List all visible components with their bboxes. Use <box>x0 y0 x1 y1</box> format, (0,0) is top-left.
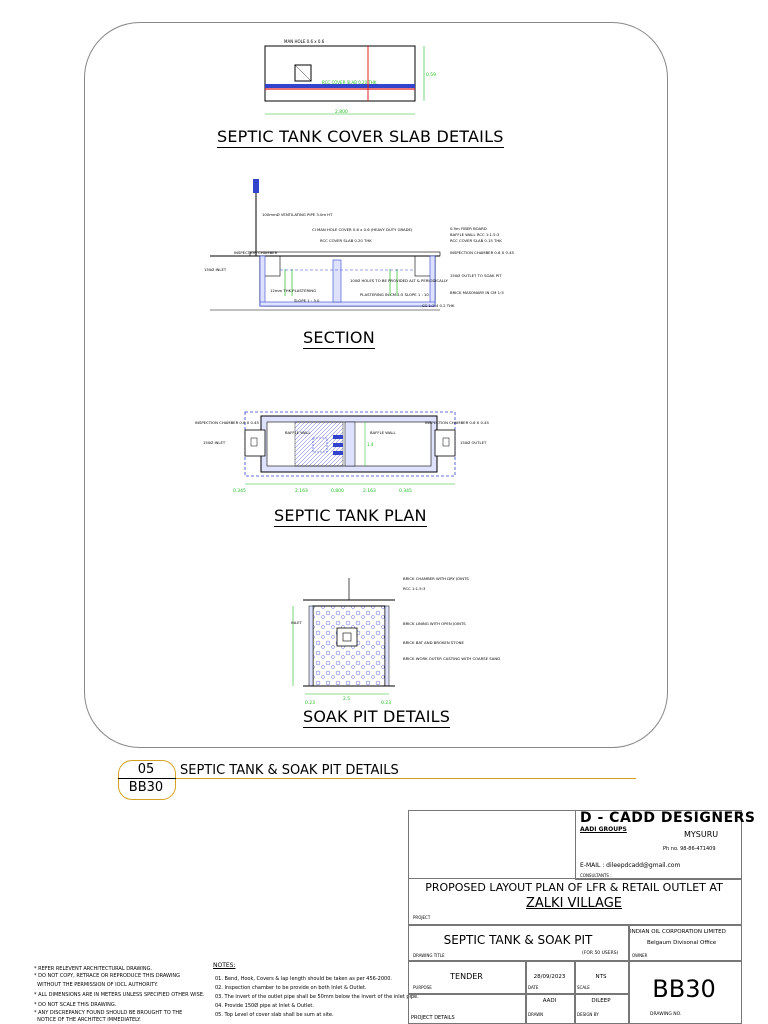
plan-baffle-right: BAFFLE WALL <box>370 430 396 435</box>
section-title: SECTION <box>303 328 375 347</box>
general-note: * DO NOT COPY, RETRACE OR REPRODUCE THIS DRAWING <box>34 973 181 979</box>
drawing-no-label: DRAWING NO. <box>650 1012 682 1017</box>
rcc-slab-left-label: RCC COVER SLAB 0.20 THK <box>320 238 372 243</box>
slab-height: 0.59 <box>426 73 437 78</box>
general-notes <box>34 966 210 1024</box>
purpose-value: TENDER <box>450 972 483 981</box>
plan-title: SEPTIC TANK PLAN <box>274 506 427 525</box>
plan-dim: 0.345 <box>399 489 412 494</box>
sheet-tag-line <box>176 778 636 779</box>
purpose-label: PURPOSE <box>413 985 432 990</box>
plan-drawing <box>195 408 505 498</box>
design-label: DESIGN BY <box>577 1012 599 1017</box>
tag-divider <box>118 778 176 779</box>
plan-inspection-left: INSPECTION CHAMBER 0.6 X 0.45 <box>195 420 259 425</box>
inspection-left-label: INSPECTION CHAMBER <box>234 250 278 255</box>
date-value: 28/09/2023 <box>533 974 566 980</box>
note-item: 03. The invert of the outlet pipe shall be 50mm below the invert of the inlet pipe. <box>215 994 419 1000</box>
owner-name: INDIAN OIL CORPORATION LIMITED <box>630 929 726 935</box>
drawing-title: SEPTIC TANK & SOAK PIT <box>443 933 593 947</box>
fiber-board-label: 0.5m FIBER BOARD <box>450 226 487 231</box>
inspection-right-label: INSPECTION CHAMBER 0.6 X 0.45 <box>450 250 514 255</box>
design-value: DILEEP <box>591 998 611 1004</box>
drawn-value: AADI <box>542 998 557 1004</box>
note-item: 01. Bend, Hook, Covers & lap length should be taken as per 456-2000. <box>215 976 392 982</box>
brick-label: BRICK MASONARY IN CM 1:5 <box>450 290 504 295</box>
slab-note: RCC COVER SLAB 0.20 THK <box>322 80 377 85</box>
soak-inlet: INLET <box>291 620 302 625</box>
plan-dim: 0.800 <box>331 489 344 494</box>
vent-pipe-label: 100mmØ VENTILATING PIPE 3.0m HT <box>262 212 333 217</box>
plaster-cm-label: PLASTERING IN CM 1:5 SLOPE 1 : 10 <box>360 292 429 297</box>
plan-inspection-right: INSPECTION CHAMBER 0.6 X 0.45 <box>425 420 489 425</box>
sheet-code: BB30 <box>128 780 164 795</box>
soak-dim: 0.23 <box>305 701 316 706</box>
company-email: E-MAIL : dileepdcadd@gmail.com <box>580 862 681 869</box>
scale-label: SCALE <box>577 985 590 990</box>
soak-label: BRICK LINING WITH OPEN JOINTS <box>403 621 466 626</box>
soak-dim: 0.23 <box>381 701 392 706</box>
general-note: NOTICE OF THE ARCHITECT IMMEDIATELY. <box>34 1017 141 1023</box>
plan-baffle-left: BAFFLE WALL <box>285 430 311 435</box>
cover-slab-drawing <box>250 34 440 120</box>
scale-value: NTS <box>595 974 607 980</box>
plan-dim: 0.345 <box>233 489 246 494</box>
soak-width: 2.5 <box>343 697 351 702</box>
soak-pit-drawing <box>285 570 501 710</box>
plan-dim: 2.163 <box>295 489 308 494</box>
outlet-label: 150Ø OUTLET TO SOAK PIT <box>450 273 502 278</box>
drawing-number: BB30 <box>652 975 716 1003</box>
rcc-slab-right-label: RCC COVER SLAB 0.15 THK <box>450 238 502 243</box>
soak-label: BRICK BAT AND BROKEN STONE <box>403 640 464 645</box>
project-village: ZALKI VILLAGE <box>526 896 622 911</box>
note-item: 02. Inspection chamber to be provide on both Inlet & Outlet. <box>215 985 367 991</box>
owner-office: Belgaum Divisonal Office <box>647 940 717 946</box>
consultants-label: CONSULTANTS : <box>580 873 612 878</box>
soak-label: BRICK CHAMBER WITH DRY JOINTS <box>403 576 469 581</box>
drawing-title-label: DRAWING TITLE <box>413 953 445 958</box>
project-details-label: PROJECT DETAILS <box>411 1015 455 1021</box>
date-label: DATE <box>528 985 539 990</box>
general-note: * ANY DISCREPANCY FOUND SHOULD BE BROUGHT TO THE <box>34 1010 183 1016</box>
sheet-number: 05 <box>137 762 155 777</box>
plan-height: 1.4 <box>367 442 374 447</box>
holes-label: 100Ø HOLES TO BE PROVIDED ALT & PERIODICALLY <box>350 278 448 283</box>
drawing-sub: (FOR 50 USERS) <box>582 951 619 956</box>
notes-title: NOTES: <box>213 962 236 969</box>
notes-list <box>215 975 419 1020</box>
owner-label: OWNER <box>632 953 648 958</box>
baffle-wall-label: BAFFLE WALL RCC 1:1.5:3 <box>450 232 500 237</box>
cover-slab-title: SEPTIC TANK COVER SLAB DETAILS <box>217 127 504 146</box>
company-name: D - CADD DESIGNERS <box>580 810 756 826</box>
inlet-label: 150Ø INLET <box>204 267 227 272</box>
soak-label: BRICK WORK OUTER CASTING WITH COARSE SAND <box>403 656 501 661</box>
manhole-label: MAN HOLE 0.6 x 0.6 <box>284 39 325 44</box>
company-city: MYSURU <box>684 830 719 839</box>
note-item: 05. Top Level of cover slab shall be sum at site. <box>215 1012 334 1018</box>
company-phone: Ph no. 98-86-471409 <box>663 846 716 852</box>
section-drawing <box>200 174 514 324</box>
sheet-title: SEPTIC TANK & SOAK PIT DETAILS <box>180 763 399 778</box>
soak-pit-title: SOAK PIT DETAILS <box>303 707 451 726</box>
slope-label: SLOPE 1 : 3.0 <box>294 298 320 303</box>
company-group: AADI GROUPS <box>580 826 627 833</box>
slab-width: 2.800 <box>335 110 348 115</box>
general-note: * REFER RELEVENT ARCHITECTURAL DRAWING. <box>34 966 153 972</box>
pcc-label: CC 1:2:4 0.2 THK <box>422 303 455 308</box>
project-name: PROPOSED LAYOUT PLAN OF LFR & RETAIL OUTLET AT <box>425 881 723 894</box>
plan-outlet: 150Ø OUTLET <box>460 440 487 445</box>
drawn-label: DRAWN <box>528 1012 544 1017</box>
note-item: 04. Provide 150Ø pipe at Inlet & Outlet. <box>215 1003 314 1009</box>
general-note: WITHOUT THE PERMISSION OF IOCL AUTHORITY. <box>34 982 158 988</box>
plan-inlet: 150Ø INLET <box>203 440 226 445</box>
plaster-int-label: 12mm THK PLASTERING <box>270 288 317 293</box>
manhole-cover-label: CI MAN HOLE COVER 0.6 x 0.6 (HEAVY DUTY GRADE) <box>312 227 413 232</box>
project-label: PROJECT <box>413 915 431 920</box>
soak-label: RCC 1:1.5:3 <box>403 586 426 591</box>
general-note: * DO NOT SCALE THIS DRAWING. <box>34 1002 117 1008</box>
plan-dim: 2.163 <box>363 489 376 494</box>
general-note: * ALL DIMENSIONS ARE IN METERS UNLESS SPECIFIED OTHER WISE. <box>34 992 205 998</box>
